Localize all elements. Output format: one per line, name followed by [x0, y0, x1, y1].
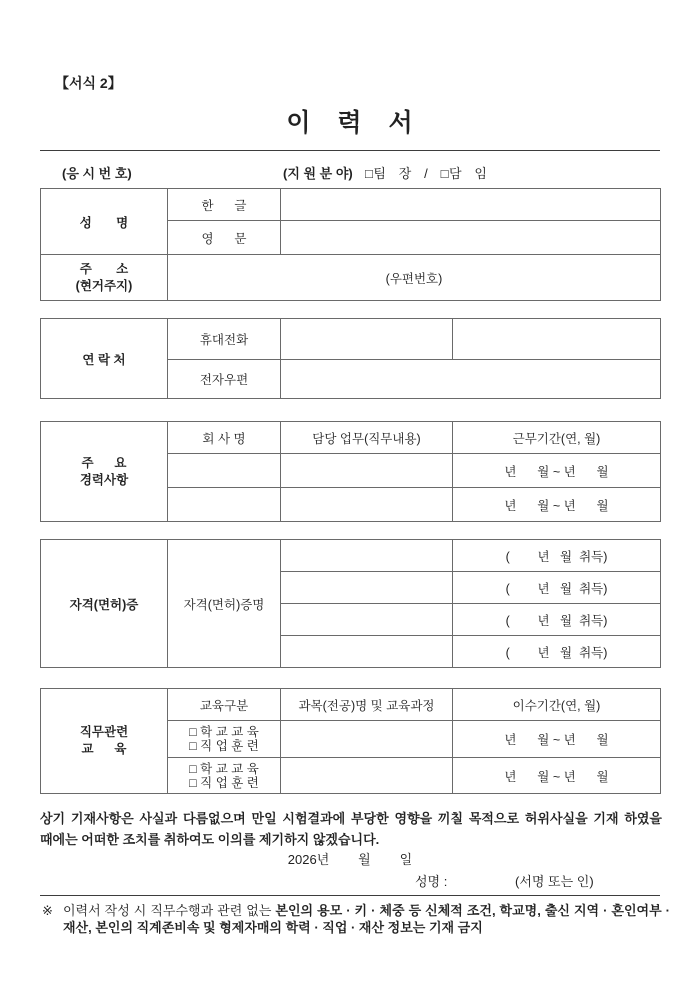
license-acquired-field: ( 년 월 취득)	[453, 604, 661, 636]
footnote-divider	[40, 895, 660, 896]
work-period-column-header: 근무기간(연, 월)	[453, 422, 661, 454]
education-label: 직무관련 교 육	[41, 689, 168, 794]
education-type-column-header: 교육구분	[168, 689, 281, 721]
title-divider	[40, 150, 660, 151]
english-label: 영 문	[168, 221, 281, 255]
form-number-tag: 【서식 2】	[55, 75, 122, 91]
contact-table	[40, 318, 661, 399]
mobile-label: 휴대전화	[168, 319, 281, 360]
contact-label: 연 락 처	[41, 319, 168, 399]
name-label: 성 명	[41, 189, 168, 255]
license-acquired-field: ( 년 월 취득)	[453, 540, 661, 572]
education-type-options	[168, 758, 281, 794]
education-table	[40, 688, 661, 794]
license-name-field	[281, 540, 453, 572]
duty-field	[281, 488, 453, 522]
license-row	[41, 540, 661, 572]
company-field	[168, 488, 281, 522]
hangul-name-field	[281, 189, 661, 221]
exam-number-label: (응 시 번 호)	[62, 166, 132, 181]
education-subject-field	[281, 721, 453, 758]
email-label: 전자우편	[168, 360, 281, 399]
school-education-checkbox: □ 학 교 교 육	[189, 761, 259, 776]
footnote	[42, 903, 670, 936]
declaration-date: 2026년 월 일	[287, 852, 413, 867]
license-table	[40, 539, 661, 668]
career-label: 주 요 경력사항	[41, 422, 168, 522]
page-title: 이 력 서	[286, 109, 414, 137]
mobile-field	[281, 319, 453, 360]
license-acquired-field: ( 년 월 취득)	[453, 572, 661, 604]
license-name-field	[281, 572, 453, 604]
license-label: 자격(면허)증	[41, 540, 168, 668]
education-type-options	[168, 721, 281, 758]
vocational-training-checkbox: □ 직 업 훈 련	[189, 775, 259, 790]
reference-mark-icon: ※	[42, 903, 53, 918]
english-name-field	[281, 221, 661, 255]
education-period-field: 년 월 ~ 년 월	[453, 758, 661, 794]
vocational-training-checkbox: □ 직 업 훈 련	[189, 739, 259, 753]
hangul-label: 한 글	[168, 189, 281, 221]
mobile-field-extra	[453, 319, 661, 360]
company-field	[168, 454, 281, 488]
duty-field	[281, 454, 453, 488]
education-subject-column-header: 과목(전공)명 및 교육과정	[281, 689, 453, 721]
email-field	[281, 360, 661, 399]
declaration-text: 상기 기재사항은 사실과 다름없으며 만일 시험결과에 부당한 영향을 끼칠 목적으로 허위사실을 기재 하였을 때에는 어떠한 조치를 취하여도 이의를 제기하지 않겠습니다.	[40, 811, 662, 847]
work-period-field: 년 월 ~ 년 월	[453, 488, 661, 522]
postal-code-label: (우편번호)	[385, 271, 443, 286]
company-column-header: 회 사 명	[168, 422, 281, 454]
work-period-field: 년 월 ~ 년 월	[453, 454, 661, 488]
signature-label: 성명 :	[415, 874, 448, 889]
apply-field-checkboxes: □팀 장 / □담 임	[365, 166, 488, 181]
address-label: 주 소 (현거주지)	[41, 255, 168, 301]
footnote-text: 이력서 작성 시 직무수행과 관련 없는 본인의 용모 · 키 · 체중 등 신체적 조건, 학교명, 출신 지역 · 혼인여부 · 재산, 본인의 직계존비속 및 형제자매의 학력 · 직업 · 재산 정보는 기재 금지	[63, 903, 671, 935]
education-period-column-header: 이수기간(연, 월)	[453, 689, 661, 721]
career-table	[40, 421, 661, 522]
address-field	[168, 255, 661, 301]
license-name-column-header: 자격(면허)증명	[168, 540, 281, 668]
license-name-field	[281, 636, 453, 668]
signature-seal-note: (서명 또는 인)	[515, 874, 594, 889]
education-period-field: 년 월 ~ 년 월	[453, 721, 661, 758]
apply-field-label: (지 원 분 야)	[283, 166, 353, 181]
license-name-field	[281, 604, 453, 636]
education-subject-field	[281, 758, 453, 794]
duty-column-header: 담당 업무(직무내용)	[281, 422, 453, 454]
license-acquired-field: ( 년 월 취득)	[453, 636, 661, 668]
school-education-checkbox: □ 학 교 교 육	[189, 725, 259, 739]
personal-info-table	[40, 188, 661, 301]
